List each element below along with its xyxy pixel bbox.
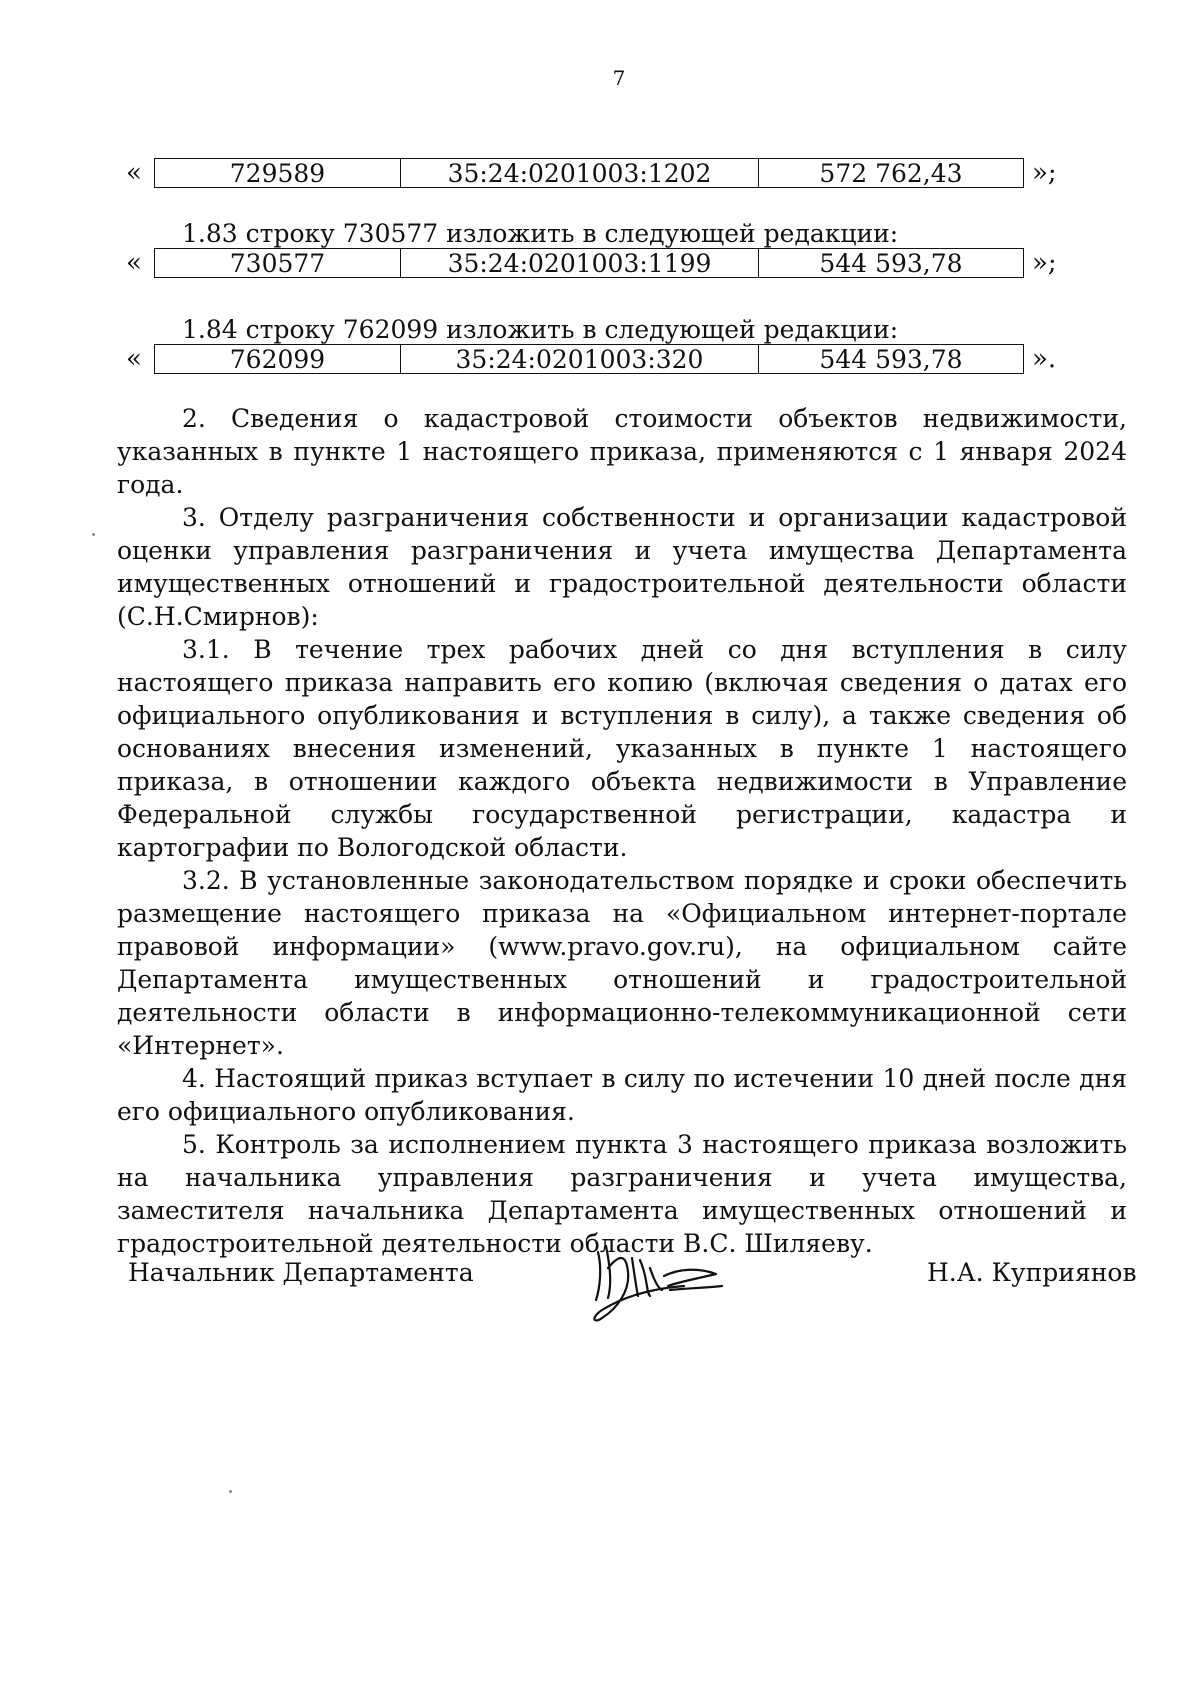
scan-speck xyxy=(229,1490,232,1493)
table-row xyxy=(154,344,1024,374)
quote-close: »; xyxy=(1032,158,1057,188)
cadastral-value-cell: 544 593,78 xyxy=(819,248,963,278)
cadastral-number-cell: 35:24:0201003:320 xyxy=(401,345,759,373)
paragraph-3-1: 3.1. В течение трех рабочих дней со дня вступления в силу настоящего приказа направить его копию (включая сведения о датах его официального опубликования и вступления в силу), а также сведения об основаниях внесения изменений, указанных в пункте 1 настоящего приказа, в отношении каждого объекта недвижимости в Управление Федеральной службы государственной регистрации, кадастра и картографии по Вологодской области. xyxy=(117,635,1127,862)
cadastral-number-cell: 35:24:0201003:1202 xyxy=(401,159,759,187)
cadastral-value-cell: 544 593,78 xyxy=(819,344,963,374)
row-instruction: 1.83 строку 730577 изложить в следующей редакции: xyxy=(182,219,899,248)
scan-speck xyxy=(92,533,95,536)
cadastral-value-cell: 572 762,43 xyxy=(819,158,963,188)
quote-close: ». xyxy=(1032,344,1057,374)
object-id-cell: 729589 xyxy=(155,159,401,187)
body-text xyxy=(117,402,1127,1260)
table-row xyxy=(154,158,1024,188)
signatory-position: Начальник Департамента xyxy=(128,1258,474,1287)
cadastral-row-730577 xyxy=(126,220,1066,278)
paragraph-3: 3. Отделу разграничения собственности и организации кадастровой оценки управления разграничения и учета имущества Департамента имущественных отношений и градостроительной деятельности области (С.Н.Смирнов): xyxy=(117,503,1127,631)
cadastral-row-762099 xyxy=(126,316,1066,374)
quote-open: « xyxy=(126,248,142,278)
cadastral-number-cell: 35:24:0201003:1199 xyxy=(401,249,759,277)
paragraph-3-2: 3.2. В установленные законодательством порядке и сроки обеспечить размещение настоящего приказа на «Официальном интернет-портале правовой информации» (www.pravo.gov.ru), на официальном сайте Департамента имущественных отношений и градостроительной деятельности области в информационно-телекоммуникационной сети «Интернет». xyxy=(117,866,1127,1060)
quote-open: « xyxy=(126,344,142,374)
object-id-cell: 762099 xyxy=(155,345,401,373)
paragraph-4: 4. Настоящий приказ вступает в силу по истечении 10 дней после дня его официального опубликования. xyxy=(117,1064,1127,1126)
paragraph-5: 5. Контроль за исполнением пункта 3 настоящего приказа возложить на начальника управления разграничения и учета имущества, заместителя начальника Департамента имущественных отношений и градостроительной деятельности области В.С. Шиляеву. xyxy=(117,1130,1127,1258)
quote-close: »; xyxy=(1032,248,1057,278)
page-number: 7 xyxy=(612,66,626,90)
quote-open: « xyxy=(126,158,142,188)
handwritten-signature xyxy=(588,1238,738,1328)
cadastral-row-729589 xyxy=(126,158,1066,188)
paragraph-2: 2. Сведения о кадастровой стоимости объектов недвижимости, указанных в пункте 1 настоящего приказа, применяются с 1 января 2024 года. xyxy=(117,404,1127,499)
object-id-cell: 730577 xyxy=(155,249,401,277)
table-row xyxy=(154,248,1024,278)
row-instruction: 1.84 строку 762099 изложить в следующей редакции: xyxy=(182,315,899,344)
signatory-name: Н.А. Куприянов xyxy=(927,1258,1137,1287)
